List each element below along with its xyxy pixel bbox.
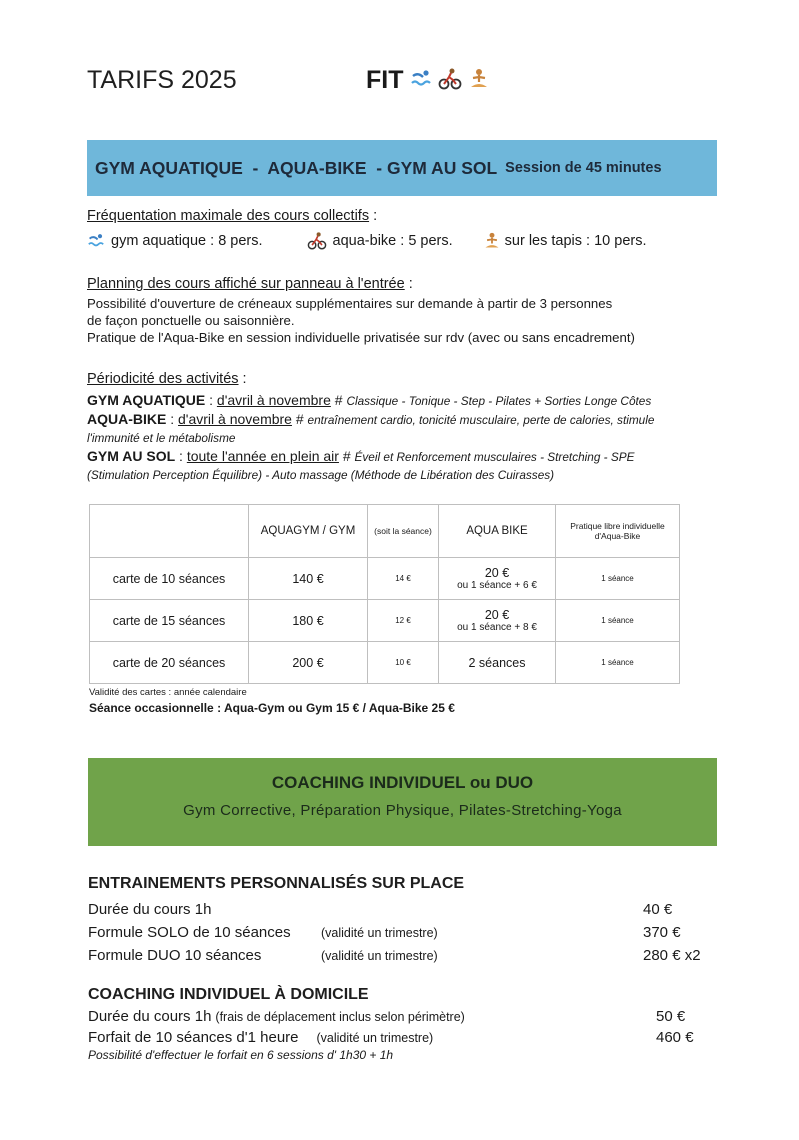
page-title: TARIFS 2025 bbox=[87, 66, 237, 94]
place-list bbox=[88, 898, 713, 967]
fit-label: FIT bbox=[366, 66, 404, 94]
list-item: gym aquatique : 8 pers. bbox=[87, 233, 263, 249]
occasional-note: Séance occasionnelle : Aqua-Gym ou Gym 15 € / Aqua-Bike 25 € bbox=[89, 701, 455, 715]
list-item: Formule SOLO de 10 séances (validité un trimestre) 370 € bbox=[88, 924, 681, 941]
table-header: Pratique libre individuelle d'Aqua-Bike bbox=[556, 505, 680, 558]
domicile-heading: COACHING INDIVIDUEL À DOMICILE bbox=[88, 986, 369, 1003]
table-header: AQUA BIKE bbox=[439, 505, 556, 558]
list-item: Formule DUO 10 séances (validité un trimestre) 280 € x2 bbox=[88, 947, 701, 964]
periodicite-heading: Périodicité des activités : bbox=[87, 371, 247, 387]
table-row: carte de 20 séances 200 € 10 € 2 séances 1 séance bbox=[90, 642, 680, 684]
list-item: Forfait de 10 séances d'1 heure (validité un trimestre) 460 € bbox=[88, 1029, 694, 1046]
table-header: AQUAGYM / GYM bbox=[249, 505, 368, 558]
validity-note: Validité des cartes : année calendaire bbox=[89, 687, 247, 698]
domicile-footnote: Possibilité d'effectuer le forfait en 6 sessions d' 1h30 + 1h bbox=[88, 1048, 394, 1062]
domicile-list bbox=[88, 1006, 713, 1048]
cyclist-icon bbox=[307, 232, 327, 250]
coaching-band bbox=[88, 758, 717, 846]
aqua-band bbox=[87, 140, 717, 196]
list-item: Durée du cours 1h 40 € bbox=[88, 901, 673, 918]
list-item: Durée du cours 1h (frais de déplacement inclus selon périmètre) 50 € bbox=[88, 1008, 686, 1025]
list-item: aqua-bike : 5 pers. bbox=[307, 232, 453, 250]
table-row: carte de 10 séances 140 € 14 € 20 € ou 1 séance + 6 € 1 séance bbox=[90, 558, 680, 600]
swimmer-icon bbox=[87, 233, 105, 249]
tarif-table bbox=[89, 504, 680, 684]
planning-text: Possibilité d'ouverture de créneaux supplémentaires sur demande à partir de 3 personnes de façon ponctuelle ou saisonnière. Pratique de l'Aqua-Bike en session individuelle privatisée sur rdv (avec ou sans encadrement) bbox=[87, 296, 635, 345]
table-header bbox=[90, 505, 249, 558]
frequentation-heading: Fréquentation maximale des cours collectifs : bbox=[87, 208, 378, 224]
table-header-row bbox=[90, 505, 680, 558]
planning-heading: Planning des cours affiché sur panneau à l'entrée : bbox=[87, 276, 413, 292]
aqua-band-session: Session de 45 minutes bbox=[505, 160, 662, 176]
aqua-band-title: GYM AQUATIQUE - AQUA-BIKE - GYM AU SOL bbox=[95, 157, 498, 178]
yoga-icon bbox=[468, 68, 490, 93]
coaching-band-subtitle: Gym Corrective, Préparation Physique, Pilates-Stretching-Yoga bbox=[183, 802, 622, 819]
coaching-band-title: COACHING INDIVIDUEL ou DUO bbox=[271, 773, 534, 792]
swimmer-icon bbox=[410, 69, 432, 92]
frequentation-list bbox=[87, 232, 727, 250]
place-heading: ENTRAINEMENTS PERSONNALISÉS SUR PLACE bbox=[88, 875, 465, 892]
yoga-icon bbox=[483, 232, 501, 250]
table-header: (soit la séance) bbox=[368, 505, 439, 558]
fit-heading bbox=[366, 66, 490, 95]
periodicite-text: GYM AQUATIQUE : d'avril à novembre # Classique - Tonique - Step - Pilates + Sorties Longe Côtes AQUA-BIKE : d'avril à novembre # entraînement cardio, tonicité musculaire, perte de calories, stimule l'immunité et le métabolisme GYM AU SOL : toute l'année en plein air # Éveil et Renforcement musculaires - Stretching - SPE (Stimulation Perception Équilibre) - Auto massage (Méthode de Libération des Cuirasses) bbox=[87, 392, 655, 482]
cyclist-icon bbox=[438, 68, 462, 93]
list-item: sur les tapis : 10 pers. bbox=[483, 232, 647, 250]
table-row: carte de 15 séances 180 € 12 € 20 € ou 1 séance + 8 € 1 séance bbox=[90, 600, 680, 642]
